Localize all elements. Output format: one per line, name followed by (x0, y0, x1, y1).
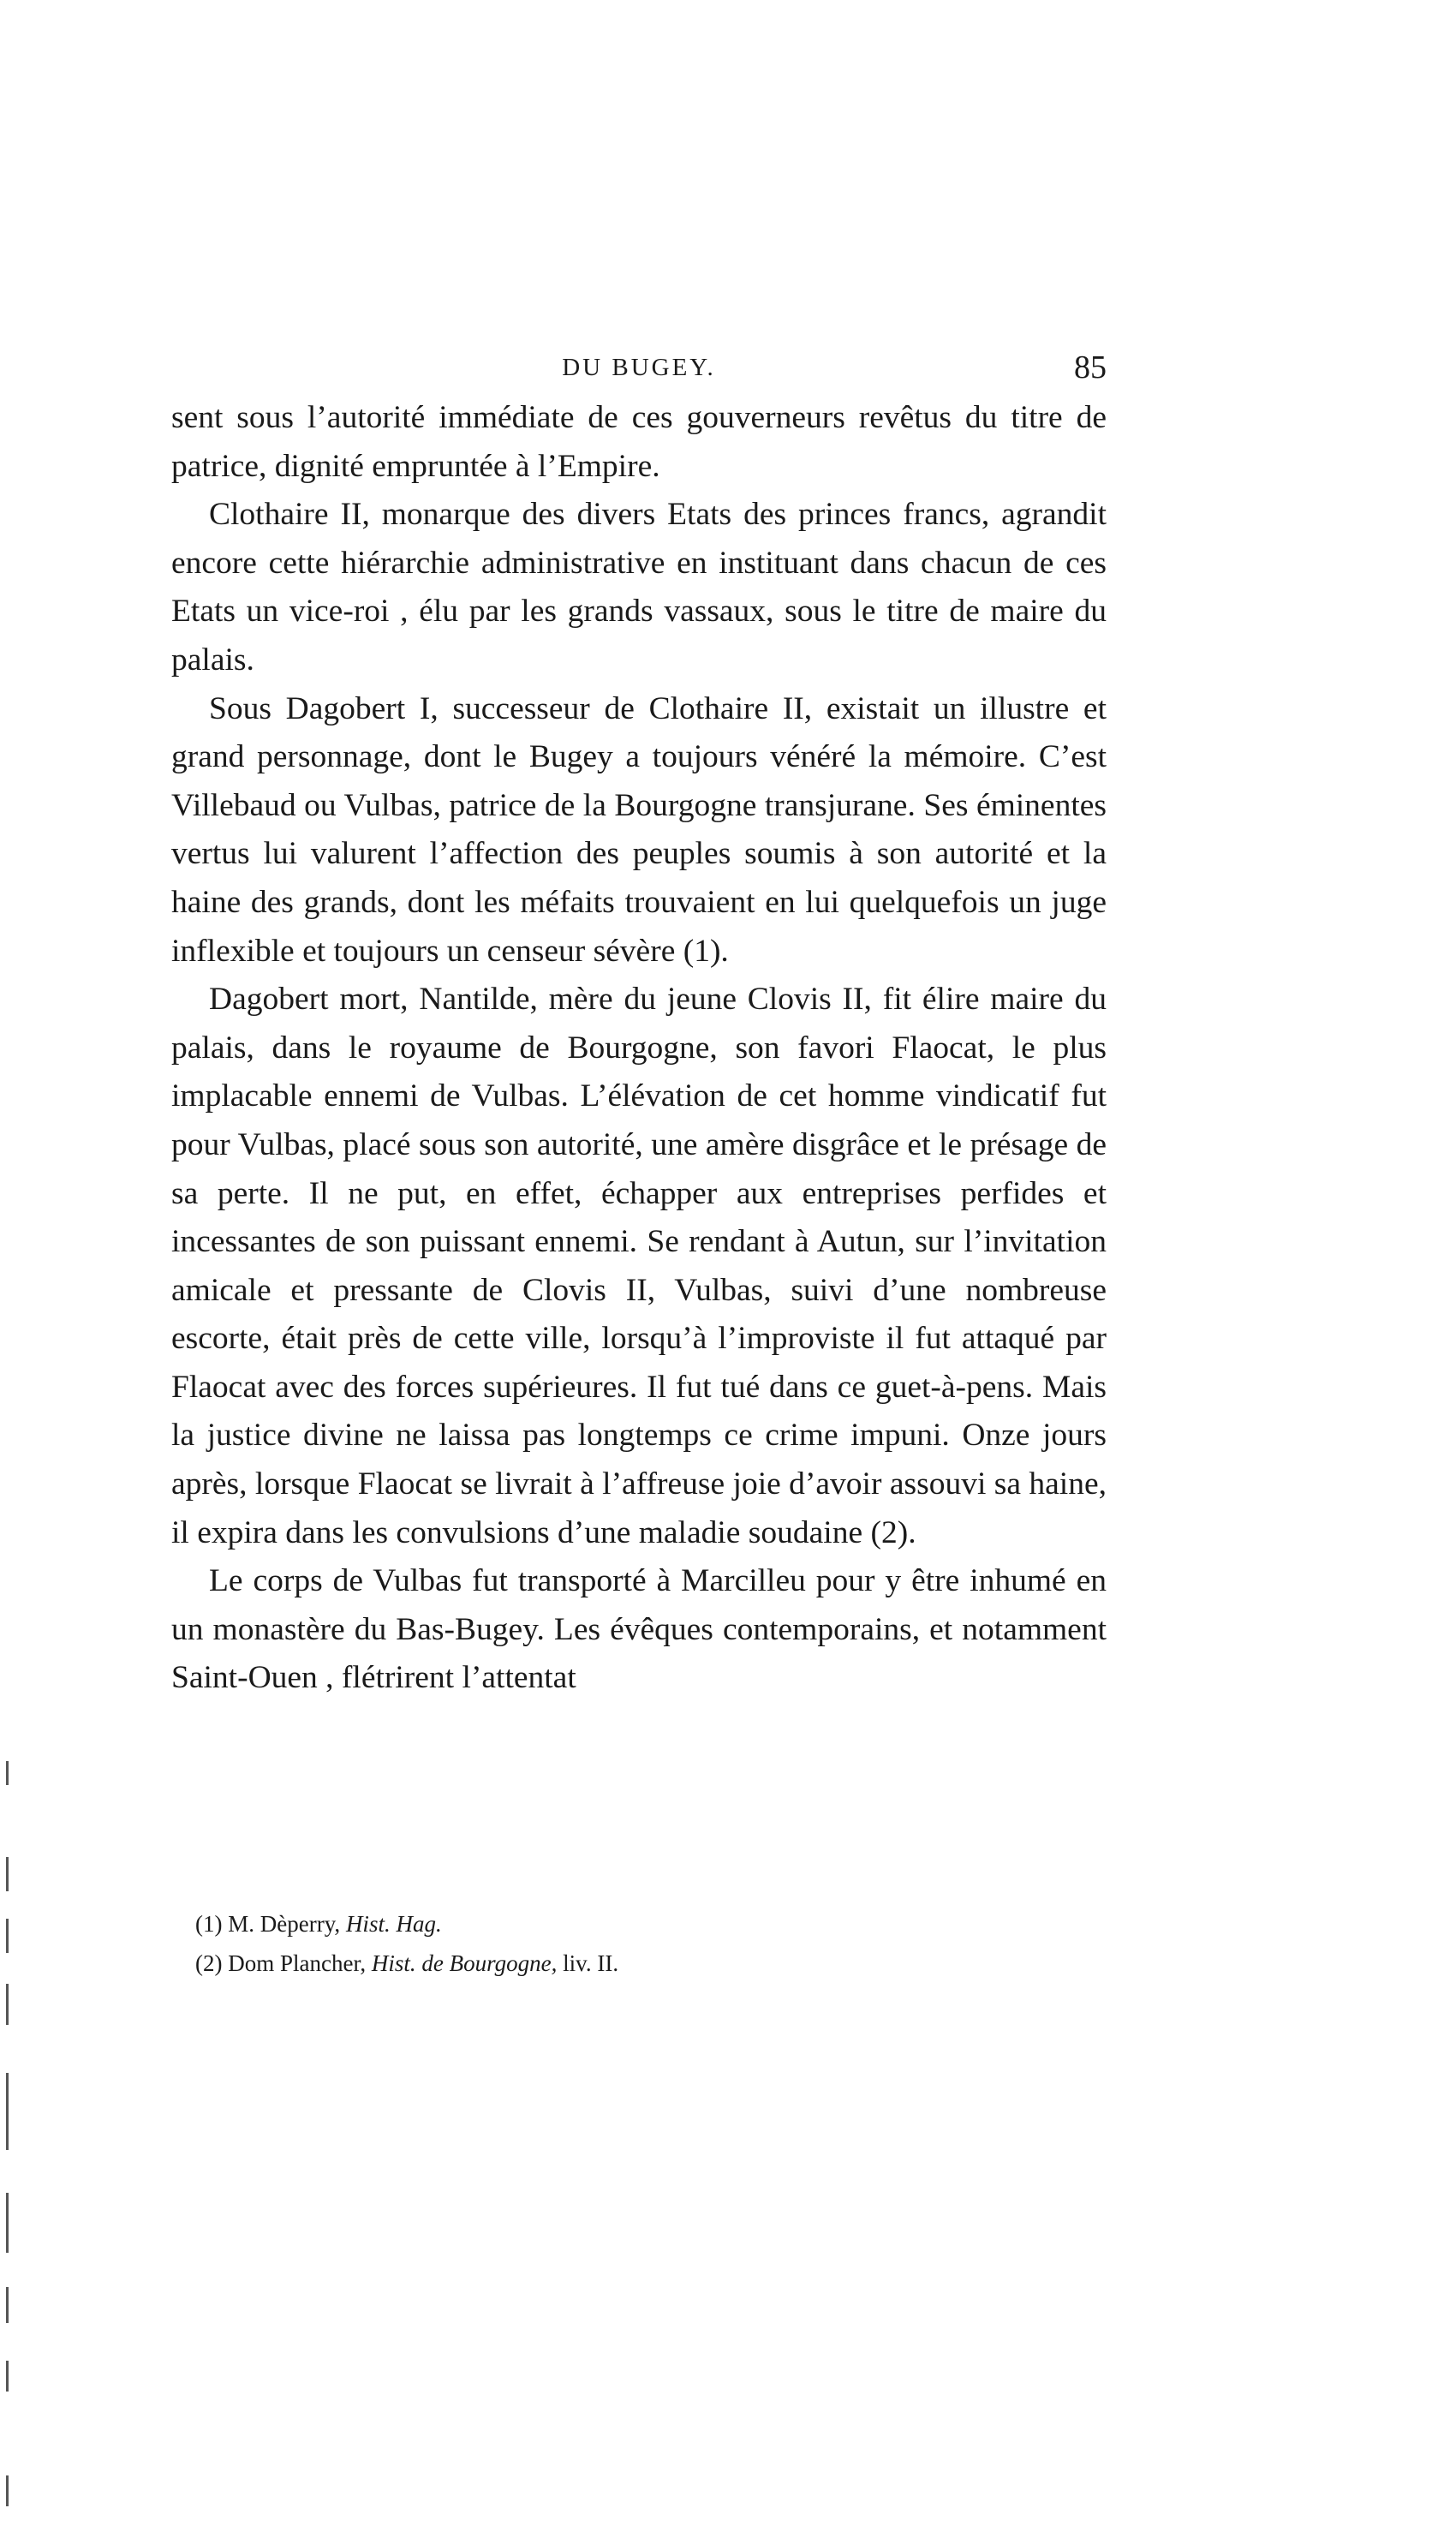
scan-edge-mark (6, 2475, 9, 2506)
running-title: DU BUGEY. (562, 354, 716, 381)
scan-edge-mark (6, 2073, 9, 2150)
scan-edge-mark (6, 2361, 9, 2392)
footnote-after: liv. II. (563, 1950, 619, 1976)
paragraph-2: Clothaire II, monarque des divers Etats des princes francs, agrandit encore cette hiérarchie administrative en instituant dans chacun de ces Etats un vice-roi , élu par les grands vassaux, sous le titre de maire du palais. (171, 497, 1107, 678)
footnote-italic: Hist. de Bourgogne, (371, 1950, 558, 1976)
paragraph-5: Le corps de Vulbas fut transporté à Marcilleu pour y être inhumé en un monastère du Bas-Bugey. Les évêques contemporains, et notamment Saint-Ouen , flétrirent l’attentat (171, 1563, 1107, 1696)
scan-edge-mark (6, 2287, 9, 2323)
footnote-marker: (2) (195, 1950, 223, 1976)
footnote-marker: (1) (195, 1911, 223, 1937)
running-head (171, 346, 1107, 389)
paragraph-3: Sous Dagobert I, successeur de Clothaire II, existait un illustre et grand personnage, dont le Bugey a toujours vénéré la mémoire. C’est Villebaud ou Vulbas, patrice de la Bourgogne transjurane. Ses éminentes vertus lui valurent l’affection des peuples soumis à son autorité et la haine des grands, dont les méfaits trouvaient en lui quelquefois un juge inflexible et toujours un censeur sévère (1). (171, 690, 1107, 969)
footnotes (195, 1904, 1107, 1983)
scan-edge-mark (6, 1857, 9, 1891)
scan-edge-mark (6, 1761, 9, 1785)
footnote-text: M. Dèperry, (228, 1911, 341, 1937)
body-text (171, 394, 1107, 1703)
footnote-text: Dom Plancher, (228, 1950, 367, 1976)
page-number: 85 (1074, 349, 1107, 385)
scan-edge-mark (6, 1984, 9, 2025)
footnote-2 (195, 1944, 1107, 1983)
scan-edge-mark (6, 2193, 9, 2253)
footnote-1 (195, 1904, 1107, 1944)
scan-edge-mark (6, 1919, 9, 1953)
footnote-italic: Hist. Hag. (345, 1911, 442, 1937)
paragraph-1: sent sous l’autorité immédiate de ces gouverneurs revêtus du titre de patrice, dignité empruntée à l’Empire. (171, 400, 1107, 484)
paragraph-4: Dagobert mort, Nantilde, mère du jeune Clovis II, fit élire maire du palais, dans le royaume de Bourgogne, son favori Flaocat, le plus implacable ennemi de Vulbas. L’élévation de cet homme vindicatif fut pour Vulbas, placé sous son autorité, une amère disgrâce et le présage de sa perte. Il ne put, en effet, échapper aux entreprises perfides et incessantes de son puissant ennemi. Se rendant à Autun, sur l’invitation amicale et pressante de Clovis II, Vulbas, suivi d’une nombreuse escorte, était près de cette ville, lorsqu’à l’improviste il fut attaqué par Flaocat avec des forces supérieures. Il fut tué dans ce guet-à-pens. Mais la justice divine ne laissa pas longtemps ce crime impuni. Onze jours après, lorsque Flaocat se livrait à l’affreuse joie d’avoir assouvi sa haine, il expira dans les convulsions d’une maladie soudaine (2). (171, 982, 1107, 1550)
